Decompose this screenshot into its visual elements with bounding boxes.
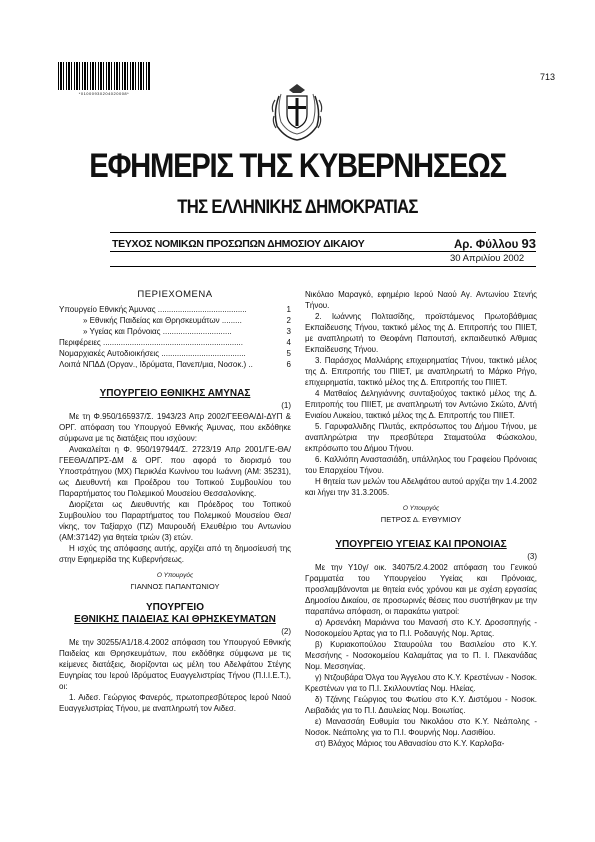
- paragraph: β) Κυριακοπούλου Σταυρούλα του Βασιλείου στο Κ.Υ. Μεσσήνης - Νοσοκομείου Καλαμάτας για το Π. Ι. Πλεκανάδας Νομ. Μεσσηνίας.: [305, 640, 537, 671]
- paragraph: δ) Τζάνης Γεώργιος του Φωτίου στο Κ.Υ. Διστόμου - Νοσοκ. Λειβαδιάς για το Π.Ι. Δαυλείας Νομ. Βοιωτίας.: [305, 695, 537, 715]
- paragraph: Η θητεία των μελών του Αδελφάτου αυτού αρχίζει την 1.4.2002 και λήγει την 31.3.2005.: [305, 477, 537, 497]
- section-heading-defence: ΥΠΟΥΡΓΕΙΟ ΕΘΝΙΚΗΣ ΑΜΥΝΑΣ: [99, 388, 251, 399]
- signature-role: Ο Υπουργός: [402, 505, 440, 512]
- barcode-number: *01000930204020008*: [78, 91, 130, 96]
- divider: [110, 266, 536, 267]
- paragraph: Διορίζεται ως Διευθυντής και Πρόεδρος του Τοπικού Συμβουλίου του Παραρτήματος του Πολεμικού Μουσείου Θεσ/νίκης, τον Ταξίαρχο (ΠΖ) Μαυρουδή Ελευθέριο του Αντωνίου (ΑΜ:37142) για θητεία τριών (3) ετών.: [59, 500, 291, 542]
- paragraph: 5. Γαρυφαλλιδης Πλυτάς, εκπρόσωπος του Δήμου Τήνου, με αναπληρώτρια την πρεσβύτερα Σταματούλα Φώσκολου, εκπρόσωπο του Δήμου Τήνου.: [305, 422, 537, 453]
- signature-name: ΠΕΤΡΟΣ Δ. ΕΥΘΥΜΙΟΥ: [380, 515, 462, 524]
- decision-number: (2): [281, 627, 291, 636]
- paragraph: Με την Υ10γ/ οικ. 34075/2.4.2002 απόφαση του Γενικού Γραμματέα του Υπουργείου Υγείας και Πρόνοιας, προσλαμβάνονται με θητεία ενός χρόνου και με σχέση εργασίας Δημοσίου Δικαίου, σε προσωρινές θέσεις που συστήθηκαν με την παραπάνω απόφαση, οι παρακάτω γιατροί:: [305, 563, 537, 616]
- decision-number: (3): [527, 552, 537, 561]
- paragraph: 2. Ιωάννης Πολτασίδης, προϊστάμενος Πρωτοβάθμιας Εκπαίδευσης Τήνου, τακτικό μέλος της Δ. Επιτροπής του ΠΙΙΕΤ, με αναπληρωτή το Θεοφάνη Παπουτσή, εκπαιδευτικό Α/θμιας Εκπαίδευσης Τήνου.: [305, 312, 537, 354]
- divider: [110, 251, 536, 252]
- gazette-title: ΕΦΗΜΕΡΙΣ ΤΗΣ ΚΥΒΕΡΝΗΣΕΩΣ: [89, 147, 506, 185]
- barcode: [58, 62, 150, 90]
- issue-series: ΤΕΥΧΟΣ ΝΟΜΙΚΩΝ ΠΡΟΣΩΠΩΝ ΔΗΜΟΣΙΟΥ ΔΙΚΑΙΟΥ: [112, 238, 365, 250]
- paragraph: Με την 30255/Α1/18.4.2002 απόφαση του Υπουργού Εθνικής Παιδείας και Θρησκευμάτων, που εκδόθηκε σύμφωνα με τις κείμενες διατάξεις, διορίζονται ως μέλη του Αδελφάτου Στέγης Ευγηρίας του Ιερού Ιδρύματος Ευαγγελιστρίας Τήνου (Π.Ι.Ι.Ε.Τ.), οι:: [59, 638, 291, 691]
- signature-name: ΓΙΑΝΝΟΣ ΠΑΠΑΝΤΩΝΙΟΥ: [130, 582, 220, 591]
- toc-item[interactable]: Λοιπά ΝΠΔΔ (Οργαν., Ιδρύματα, Πανεπ/μια, Νοσοκ.) .. 6: [59, 360, 291, 369]
- paragraph: Ανακαλείται η Φ. 950/197944/Σ. 2723/19 Απρ 2001/ΓΕ-ΘΑ/ΓΕΕΘΑ/ΔΠΡΣ-ΔΜ & ΟΡΓ. που αφορά το διορισμό του Υποστράτηγου (ΜΧ) Περικλέα Κωνίνου του Ιωάννη (ΑΜ: 35231), ως Διευθυντή και Προέδρου του Τοπικού Συμβουλίου του Παραρτήματος του Πολεμικού Μουσείου Θεσσαλονίκης.: [59, 445, 291, 498]
- paragraph: ε) Μανασσάη Ευθυμία του Νικολάου στο Κ.Υ. Νεάπολης - Νοσοκ. Νεάπολης για το Π.Ι. Φουρνής Νομ. Λασιθίου.: [305, 717, 537, 737]
- toc-item[interactable]: Υπουργείο Εθνικής Άμυνας ........................................ 1: [59, 305, 291, 314]
- signature-role: Ο Υπουργός: [156, 572, 194, 579]
- toc-heading: ΠΕΡΙΕΧΟΜΕΝΑ: [137, 289, 213, 300]
- paragraph: 1. Αιδεσ. Γεώργιος Φανερός, πρωτοπρεσβύτερος Ιερού Ναού Ευαγγελιστρίας Τήνου, με αναπληρωτή τον Αιδεσ.: [59, 693, 291, 713]
- section-heading-health: ΥΠΟΥΡΓΕΙΟ ΥΓΕΙΑΣ ΚΑΙ ΠΡΟΝΟΙΑΣ: [335, 539, 507, 550]
- paragraph: 6. Καλλιόπη Αναστασιάδη, υπάλληλος του Γραφείου Πρόνοιας του Επαρχείου Τήνου.: [305, 455, 537, 475]
- left-column: [59, 289, 291, 714]
- toc-item[interactable]: » Εθνικής Παιδείας και Θρησκευμάτων ......... 2: [83, 316, 291, 325]
- paragraph: Η ισχύς της απόφασης αυτής, αρχίζει από τη δημοσίευσή της στην Εφημερίδα της Κυβερνήσεως.: [59, 544, 291, 564]
- issue-date: 30 Απριλίου 2002: [450, 253, 525, 264]
- toc-item[interactable]: » Υγείας και Πρόνοιας ............................... 3: [83, 327, 291, 336]
- paragraph: Με τη Φ.950/165937/Σ. 1943/23 Απρ 2002/ΓΕΕΘΑ/ΔΙ-ΔΥΠ & ΟΡΓ. απόφαση του Υπουργού Εθνικής Άμυνας, που εκδόθηκε σύμφωνα με τις διατάξεις που ισχύουν:: [59, 412, 291, 443]
- paragraph: Νικόλαο Μαραγκό, εφημέριο Ιερού Ναού Αγ. Αντωνίου Στενής Τήνου.: [305, 290, 537, 310]
- paragraph: 3. Παράσχος Μαλλιάρης επιχειρηματίας Τήνου, τακτικό μέλος της Δ. Επιτροπής του ΠΙΙΕΤ, με αναπληρωτή το Μάρκο Ρήγο, επιχειρηματία, τακτικό μέλος της Δ. Επιτροπής του ΠΙΙΕΤ.: [305, 356, 537, 387]
- right-column: [305, 289, 537, 749]
- coat-of-arms-emblem: [267, 82, 327, 144]
- paragraph: γ) Ντζουβάρα Όλγα του Άγγελου στο Κ.Υ. Κρεστένων - Νοσοκ. Κρεστένων για το Π.Ι. Σκιλλουντίας Νομ. Ηλείας.: [305, 673, 537, 693]
- divider: [110, 232, 536, 233]
- sheet-number: 93: [521, 236, 536, 251]
- issue-sheet: [454, 236, 536, 251]
- page-number: 713: [540, 72, 556, 82]
- sheet-label: Αρ. Φύλλου: [454, 239, 519, 251]
- toc-item[interactable]: Νομαρχιακές Αυτοδιοικήσεις ...................................... 5: [59, 349, 291, 358]
- toc-item[interactable]: Περιφέρειες ............................................................... 4: [59, 338, 291, 347]
- paragraph: στ) Βλάχος Μάριος του Αθανασίου στο Κ.Υ. Καρλοβα-: [315, 739, 505, 748]
- paragraph: α) Αρσενάκη Μαριάννα του Μανασή στο Κ.Υ. Δροσοπηγής - Νοσοκομείου Άρτας για το Π.Ι. Ροδαυγής Νομ. Άρτας.: [305, 618, 537, 638]
- paragraph: 4 Ματθαίος Δεληγιάννης συνταξιούχος τακτικό μέλος της Δ. Επιτροπής του ΠΙΙΕΤ, με αναπληρωτή τον Αντώνιο Σκώτο, Δ/ντή Ενιαίου Λυκείου, τακτικό μέλος της Δ. Επιτροπής του ΠΙΙΕΤ.: [305, 389, 537, 420]
- gazette-subtitle: ΤΗΣ ΕΛΛΗΝΙΚΗΣ ΔΗΜΟΚΡΑΤΙΑΣ: [177, 197, 418, 218]
- decision-number: (1): [281, 401, 291, 410]
- section-heading-education: ΥΠΟΥΡΓΕΙΟ ΕΘΝΙΚΗΣ ΠΑΙΔΕΙΑΣ ΚΑΙ ΘΡΗΣΚΕΥΜΑΤΩΝ: [74, 602, 276, 625]
